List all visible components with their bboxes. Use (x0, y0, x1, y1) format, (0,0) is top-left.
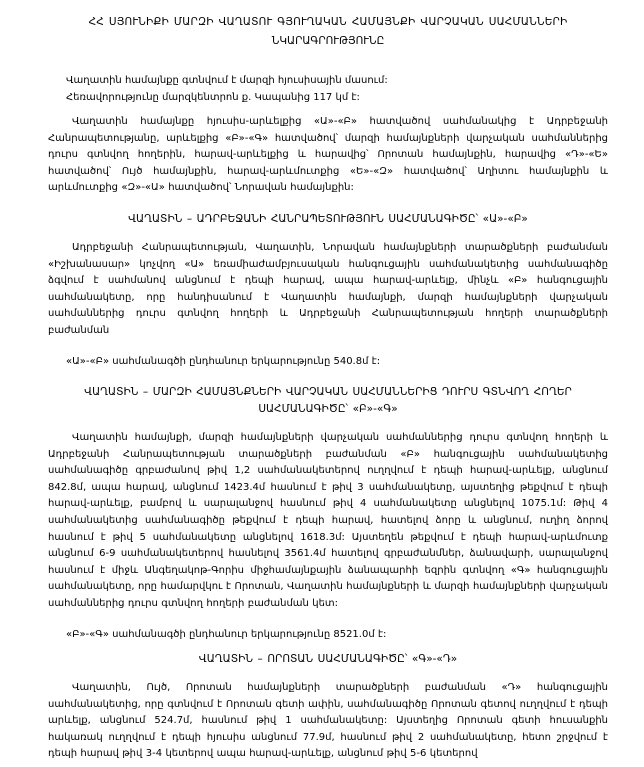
page-title-line-2: ՆԿԱՐԱԳՐՈՒԹՅՈՒՆԸ (271, 35, 385, 47)
section-heading-g-d: ՎԱՂԱՏԻՆ – ՈՐՈՏԱՆ ՍԱՀՄԱՆԱԳԻԾԸ՝ «Գ»-«Դ» (198, 653, 458, 666)
intro-line-2: Հեռավորությունը մարզկենտրոն ք. Կապանից 117 կմ է: (66, 91, 360, 103)
section-heading-b-g-line-1: ՎԱՂԱՏԻՆ – ՄԱՐԶԻ ՀԱՄԱՅՆՔՆԵՐԻ ՎԱՐՉԱԿԱՆ ՍԱՀՄԱՆՆԵՐԻՑ ԴՈՒՐՍ ԳՏՆՎՈՂ ՀՈՂԵՐ (84, 386, 572, 399)
spacer (48, 643, 608, 651)
section-body-a-b: Ադրբեջանի Հանրապետության, Վաղատին, Նորավան համայնքների տարածքների բաժանման «Իշխանասար» կոչվող «Ա» եռամիաժամբյուսական հանգուցային սահմանակետից սահմանագիծը ձգվում է սահմանով անցնում է դեպի հարավ, ապա հարավ-արևելք, մինչև «Բ» հանգուցային սահմանակետը, որը հանդիսանում է Վաղատին համայնքի, մարզի համայնքների վարչական սահմաններից դուրս գտնվող հողերի և Ադրբեջանի Հանրապետության հողերի տարածքների բաժանման (48, 241, 608, 336)
section-body-g-d: Վաղատին, Ույծ, Որոտան համայնքների տարածքների բաժանման «Դ» հանգուցային սահմանակետից, որը գտնվում է Որոտան գետի ափին, սահմանագիծը Որոտան գետով ուղղվում է դեպի արևելք, անցնում 524.7մ, հասնում թիվ 1 սահմանակետը: Այստեղից Որոտան գետի հուսանքին հակառակ ուղղվում է դեպի հյուսիս անցնում 77.9մ, հասնում թիվ 2 սահմանակետը, հետո շրջվում է դեպի հարավ թիվ 3-4 կետերով ապա հարավ-արևելք, անցնում թիվ 5-6 կետերով (48, 682, 608, 760)
section-heading-a-b: ՎԱՂԱՏԻՆ – ԱԴՐԲԵՋԱՆԻ ՀԱՆՐԱՊԵՏՈՒԹՅՈՒՆ ՍԱՀՄԱՆԱԳԻԾԸ՝ «Ա»-«Բ» (128, 212, 528, 225)
page-title: ՀՀ ՍՅՈՒՆԻՔԻ ՄԱՐԶԻ ՎԱՂԱՏՈՒ ԳՅՈՒՂԱԿԱՆ ՀԱՄԱՅՆՔԻ ՎԱՐՉԱԿԱՆ ՍԱՀՄԱՆՆԵՐԻ (88, 16, 568, 28)
spacer (48, 197, 608, 211)
spacer (48, 228, 608, 240)
section-summary-a-b: «Ա»-«Բ» սահմանագծի ընդհանուր երկարությունը 540.8մ է: (66, 355, 381, 367)
spacer (48, 340, 608, 354)
spacer (48, 370, 608, 384)
overview-paragraph: Վաղատին համայնքը հյուսիս-արևելքից «Ա»-«Բ» հատվածով սահմանակից է Ադրբեջանի Հանրապետությանը, արևելքից «Բ»-«Գ» հատվածով՝ մարզի համայնքների վարչական սահմաններից դուրս գտնվող հողերին, հարավ-արևելքից և հարավից՝ Որոտան համայնքին, հարավից «Դ»-«Ե» հատվածով՝ Ույծ համայնքին, հարավ-արևմուտքից «Ե»-«Զ» հատվածով՝ Աղիտու համայնքին և արևմուտքից «Զ»-«Ա» հատվածով՝ Նորավան համայնքին: (48, 116, 608, 194)
section-summary-b-g: «Բ»-«Գ» սահմանագծի ընդհանուր երկարությունը 8521.0մ է: (66, 628, 387, 640)
spacer (48, 106, 608, 114)
intro-line-1: Վաղատին համայնքը գտնվում է մարզի հյուսիսային մասում: (66, 75, 388, 86)
section-body-b-g: Վաղատին համայնքի, մարզի համայնքների վարչական սահմաններից դուրս գտնվող հողերի և Ադրբեջանի Հանրապետության տարածքների բաժանման «Բ» հանգուցային սահմանակետից սահմանագիծը գրբաժանով թիվ 1,2 սահմանակետերով ուղղվում է դեպի հարավ-արևելք, անցնում 842.8մ, ապա հարավ, անցնում 1423.4մ հասնում է թիվ 3 սահմանակետը, այստեղից թեքվում է դեպի հարավ-արևելք, բամբով և սարալանջով հասնում թիվ 4 սահմանակետը անցնելով 1075.1մ: Թիվ 4 սահմանակետից սահմանագիծը թեքվում է դեպի հարավ, հատելով ձորը և անցնում, ուղիղ ձորով հասնում է թիվ 5 սահմանակետը անցնելով 1618.3մ: Այստեղեն թեքվում է դեպի հարավ-արևմուտք անցնում 6-9 սահմանակետերով հասնելով 3561.4մ հատելով գրբաժանմներ, ձանավարի, սարալանջով հասնում է միջև Անգեղակոթ-Գորիս միջհամայնքային ձանապարհի եզրին գտնվող «Գ» հանգուցային սահմանակետը, որը համարվկու է Որոտան, Վաղատին համայնքների և մարզի համայնքների վարչական սահմաններից դուրս գտնվող հողերի բաժանման կետ: (48, 432, 608, 609)
section-heading-b-g-line-2: ՍԱՀՄԱՆԱԳԻԾԸ՝ «Բ»-«Գ» (258, 403, 398, 416)
spacer (48, 418, 608, 430)
spacer (48, 668, 608, 680)
intro-block (48, 73, 608, 106)
spacer (48, 613, 608, 627)
